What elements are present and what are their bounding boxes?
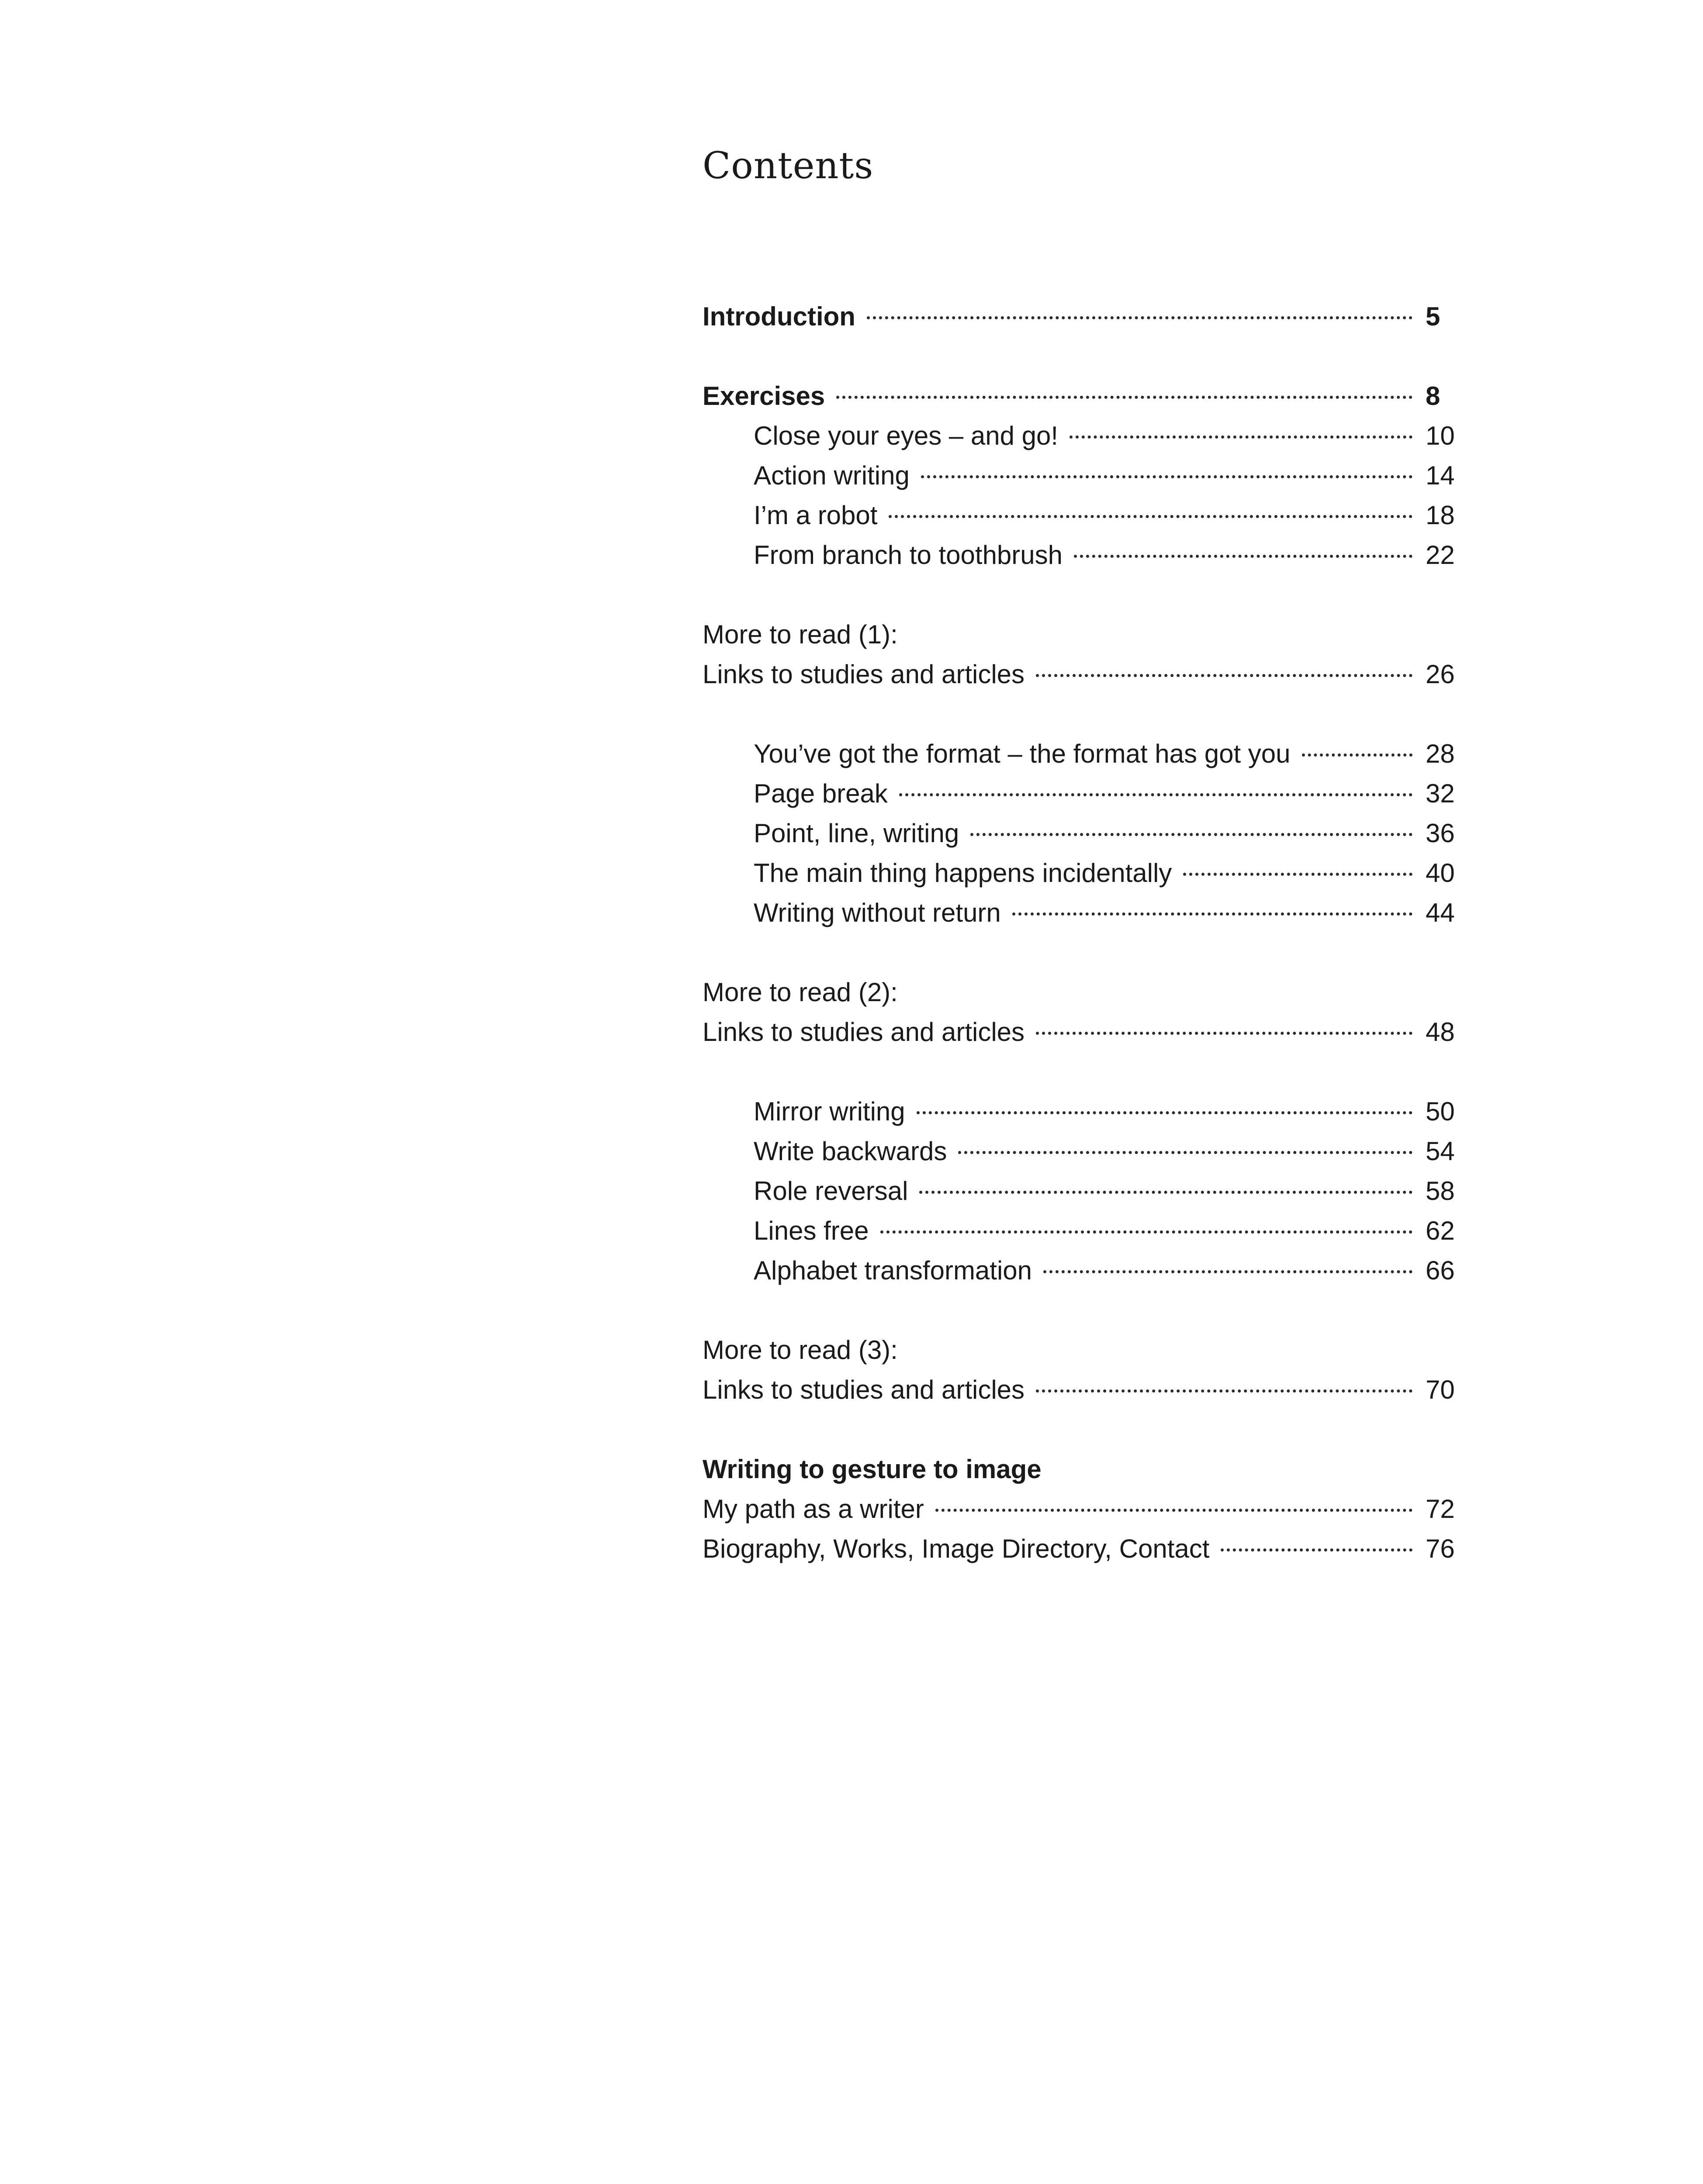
toc-entry-page-number: 44: [1426, 898, 1455, 927]
toc-entry: [703, 1529, 1456, 1569]
dot-leader: [880, 1230, 1413, 1234]
toc-entry: [703, 297, 1456, 336]
toc-entry-page-number: 18: [1426, 501, 1455, 530]
toc-entry-label: Links to studies and articles: [703, 660, 1025, 689]
toc-entry: [703, 774, 1456, 813]
toc-entry-page-number: 26: [1426, 660, 1455, 689]
toc-entry-label: Links to studies and articles: [703, 1375, 1025, 1404]
dot-leader: [917, 1111, 1412, 1114]
toc-entry-page-number: 8: [1426, 381, 1440, 411]
toc-entry-label: Page break: [754, 779, 888, 808]
toc-heading: [703, 1450, 1456, 1489]
toc-entry-page-number: 40: [1426, 858, 1455, 888]
toc-entry: [703, 1132, 1456, 1171]
toc-entry-page-number: 58: [1426, 1176, 1455, 1206]
toc-entry: [703, 416, 1456, 456]
toc-entry-page-number: 36: [1426, 819, 1455, 848]
toc-entry-label: Action writing: [754, 461, 910, 490]
toc-entry-page-number: 22: [1426, 540, 1455, 570]
toc-entry-page-number: 72: [1426, 1494, 1455, 1524]
dot-leader: [1036, 674, 1412, 677]
dot-leader: [899, 793, 1412, 796]
toc-entry-page-number: 50: [1426, 1097, 1455, 1126]
dot-leader: [1043, 1270, 1412, 1273]
toc-entry-label: From branch to toothbrush: [754, 540, 1063, 570]
toc-entry: [703, 536, 1456, 575]
toc-entry-label: More to read (1):: [703, 620, 898, 649]
dot-leader: [1036, 1389, 1412, 1393]
toc-entry-page-number: 54: [1426, 1137, 1455, 1166]
dot-leader: [958, 1151, 1412, 1154]
toc-entry-label: Exercises: [703, 381, 825, 411]
dot-leader: [935, 1509, 1412, 1512]
toc-entry-label: Writing without return: [754, 898, 1001, 927]
toc-entry: [703, 496, 1456, 535]
toc-entry-label: Mirror writing: [754, 1097, 905, 1126]
dot-leader: [1074, 555, 1412, 558]
toc-entry-page-number: 48: [1426, 1017, 1455, 1047]
toc-entry: [703, 1092, 1456, 1131]
dot-leader: [889, 515, 1412, 518]
dot-leader: [919, 1191, 1412, 1194]
toc-entry: [703, 1370, 1456, 1410]
dot-leader: [1070, 435, 1412, 439]
toc-entry: [703, 1489, 1456, 1529]
toc-entry-page-number: 66: [1426, 1256, 1455, 1285]
dot-leader: [1302, 753, 1412, 757]
dot-leader: [1183, 873, 1412, 876]
toc-entry-label: Links to studies and articles: [703, 1017, 1025, 1047]
toc-entry: [703, 814, 1456, 853]
toc-entry-label: Lines free: [754, 1216, 869, 1245]
toc-entry-label: Biography, Works, Image Directory, Contact: [703, 1534, 1210, 1563]
toc-entry-label: Point, line, writing: [754, 819, 959, 848]
dot-leader: [1036, 1032, 1412, 1035]
toc-entry-page-number: 32: [1426, 779, 1455, 808]
toc-entry-label: You’ve got the format – the format has got you: [754, 739, 1291, 768]
page-title: Contents: [703, 144, 874, 187]
toc-entry-label: More to read (2):: [703, 978, 898, 1007]
toc-entry: [703, 893, 1456, 933]
toc-entry: [703, 1251, 1456, 1290]
dot-leader: [1012, 912, 1412, 916]
toc-entry: [703, 1171, 1456, 1211]
toc-entry-label: Role reversal: [754, 1176, 908, 1206]
toc-entry: [703, 1211, 1456, 1251]
dot-leader: [970, 833, 1412, 836]
toc-entry-label: Introduction: [703, 302, 855, 331]
dot-leader: [836, 396, 1412, 399]
toc-entry-page-number: 14: [1426, 461, 1455, 490]
toc-entry-page-number: 70: [1426, 1375, 1455, 1404]
toc-entry-page-number: 28: [1426, 739, 1455, 768]
toc-entry: [703, 456, 1456, 495]
toc-heading: [703, 615, 1456, 654]
dot-leader: [1221, 1548, 1412, 1552]
toc-entry-label: I’m a robot: [754, 501, 878, 530]
toc-entry-label: Writing to gesture to image: [703, 1455, 1042, 1484]
dot-leader: [921, 475, 1412, 478]
toc-entry: [703, 854, 1456, 893]
toc-entry-label: Alphabet transformation: [754, 1256, 1032, 1285]
toc-entry-label: My path as a writer: [703, 1494, 924, 1524]
toc-entry-label: The main thing happens incidentally: [754, 858, 1172, 888]
dot-leader: [867, 316, 1412, 319]
toc-entry-label: More to read (3):: [703, 1335, 898, 1365]
toc-entry-page-number: 76: [1426, 1534, 1455, 1563]
toc-entry: [703, 1013, 1456, 1052]
toc-entry: [703, 655, 1456, 694]
toc-entry: [703, 377, 1456, 416]
toc-entry-label: Close your eyes – and go!: [754, 421, 1059, 450]
toc-entry-label: Write backwards: [754, 1137, 947, 1166]
toc-entry-page-number: 5: [1426, 302, 1440, 331]
toc-heading: [703, 1330, 1456, 1370]
toc-heading: [703, 973, 1456, 1012]
toc-entry-page-number: 62: [1426, 1216, 1455, 1245]
toc-entry: [703, 734, 1456, 774]
toc-entry-page-number: 10: [1426, 421, 1455, 450]
